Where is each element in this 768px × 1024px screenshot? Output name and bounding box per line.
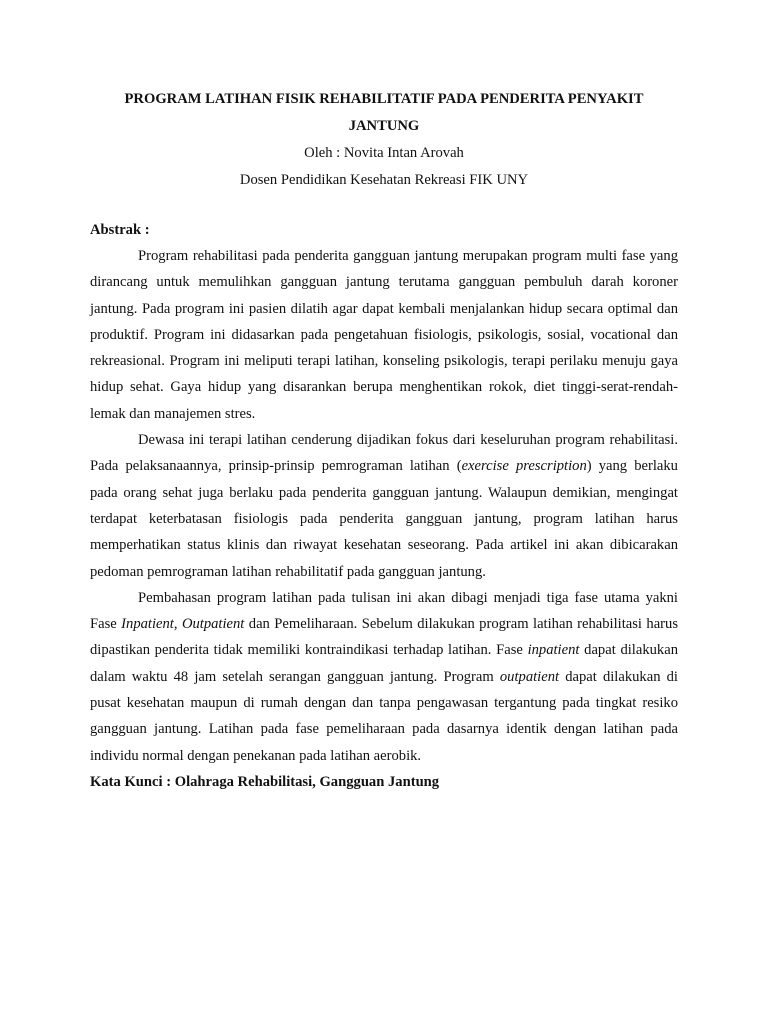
paragraph-3-italic-term: Outpatient (181, 616, 245, 633)
paragraph-3-text: Pembahasan program latihan pada tulisan ini akan dibagi menjadi tiga fase utama yakni Fase (90, 589, 678, 633)
abstract-heading: Abstrak : (90, 222, 150, 238)
paragraph-2-text: ) yang berlaku pada orang sehat juga berlaku pada penderita gangguan jantung. Walaupun demikian, mengingat terdapat keterbatasan fisiologis pada penderita gangguan jantung, program latihan harus memperhatikan status klinis dan riwayat kesehatan seseorang. Pada artikel ini akan dibicarakan pedoman pemrograman latihan rehabilitatif pada gangguan jantung. (90, 458, 678, 580)
abstract-paragraph-3 (90, 585, 678, 769)
paragraph-2-text: Dewasa ini terapi latihan cenderung dijadikan fokus dari keseluruhan program rehabilitasi. Pada pelaksanaannya, prinsip-prinsip pemrograman latihan ( (90, 432, 678, 475)
paragraph-3-italic-term: Inpatient (121, 616, 174, 633)
paragraph-3-italic-term: outpatient (499, 668, 560, 685)
abstract-paragraph-1: Program rehabilitasi pada penderita gangguan jantung merupakan program multi fase yang dirancang untuk memulihkan gangguan jantung terutama gangguan pembuluh darah koroner jantung. Pada program ini pasien dilatih agar dapat kembali menjalankan hidup secara optimal dan produktif. Program ini didasarkan pada pengetahuan fisiologis, psikologis, sosial, vocational dan rekreasional. Program ini meliputi terapi latihan, konseling psikologis, terapi perilaku menuju gaya hidup sehat. Gaya hidup yang disarankan berupa menghentikan rokok, diet tinggi-serat-rendah-lemak dan manajemen stres. (90, 248, 678, 422)
paragraph-3-text: , (173, 616, 182, 633)
paragraph-3-italic-term: inpatient (527, 642, 580, 659)
paragraph-3-text: dapat dilakukan di pusat kesehatan maupun di rumah dengan dan tanpa pengawasan tergantung pada tingkat resiko gangguan jantung. Latihan pada fase pemeliharaan pada dasarnya identik dengan latihan pada individu normal dengan penekanan pada latihan aerobik. (90, 668, 678, 764)
paragraph-3-text: dapat dilakukan dalam waktu 48 jam setelah serangan gangguan jantung. Program (90, 642, 678, 685)
abstract-paragraph-2 (90, 427, 678, 585)
paper-title: PROGRAM LATIHAN FISIK REHABILITATIF PADA PENDERITA PENYAKIT JANTUNG (124, 91, 644, 134)
paragraph-2-italic-term: exercise prescription (461, 458, 587, 475)
keywords-line: Kata Kunci : Olahraga Rehabilitasi, Gangguan Jantung (90, 773, 440, 790)
paragraph-3-text: dan Pemeliharaan. Sebelum dilakukan program latihan rehabilitasi harus dipastikan penderita tidak memiliki kontraindikasi terhadap latihan. Fase (90, 616, 679, 659)
affiliation-line: Dosen Pendidikan Kesehatan Rekreasi FIK UNY (239, 172, 529, 188)
author-line: Oleh : Novita Intan Arovah (304, 145, 464, 161)
